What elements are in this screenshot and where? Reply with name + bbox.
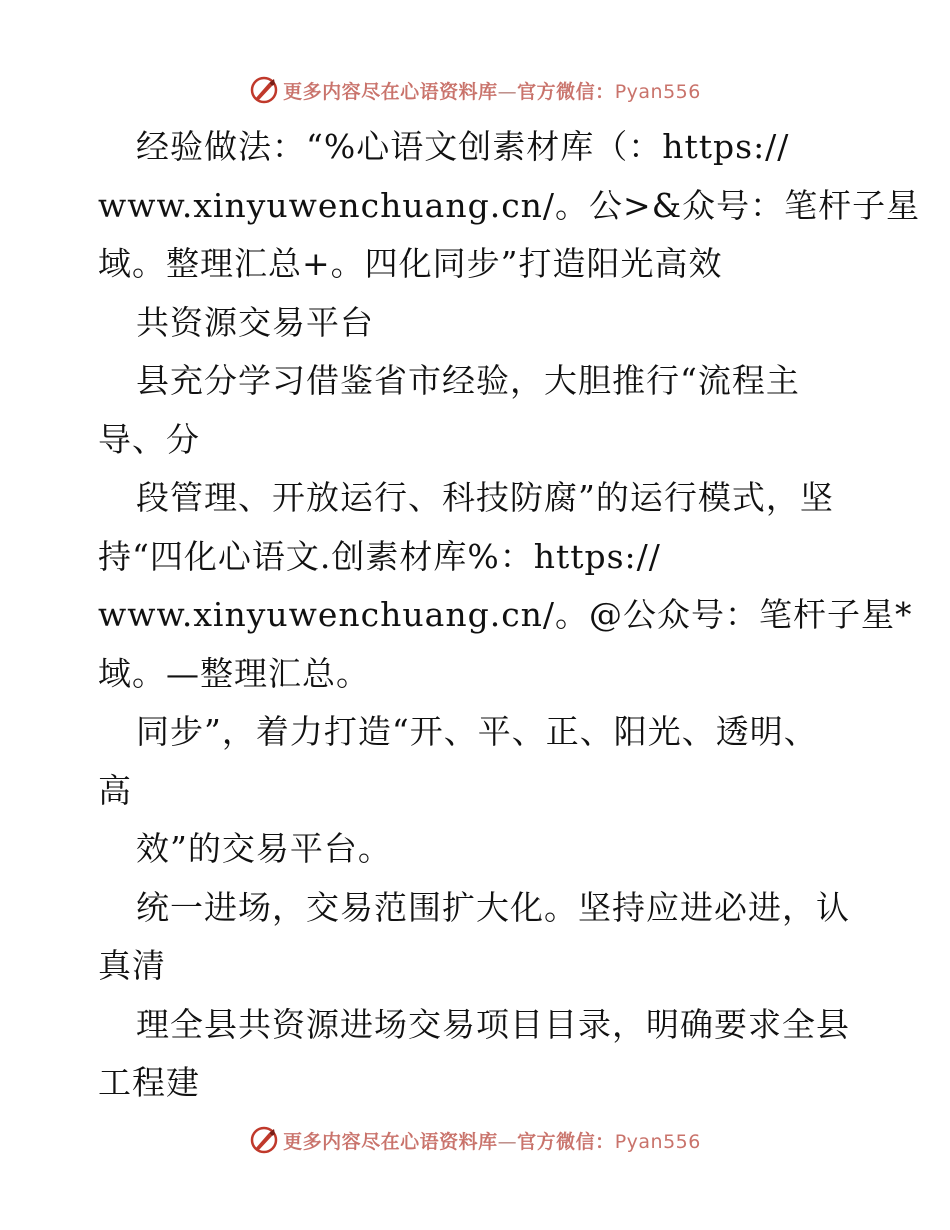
text-line: 经验做法：“%心语文创素材库（：https:// (136, 127, 790, 166)
text-line: 共资源交易平台 (136, 302, 374, 342)
quill-pen-circle-icon (249, 1125, 279, 1155)
text-line: 工程建 (98, 1063, 200, 1102)
text-line: www.xinyuwenchuang.cn/。@公众号：笔杆子星* (98, 595, 913, 634)
text-line: 高 (98, 770, 132, 810)
banner-main: 更多内容尽在心语资料库 (283, 80, 498, 103)
text-line: 县充分学习借鉴省市经验，大胆推行“流程主 (136, 361, 800, 400)
text-line: 真清 (98, 946, 166, 985)
text-line: 域。—整理汇总。 (98, 653, 370, 693)
banner-text (283, 1127, 701, 1154)
text-line: 段管理、开放运行、科技防腐”的运行模式，坚 (136, 478, 834, 517)
header-banner (0, 70, 950, 110)
text-line: 统一进场，交易范围扩大化。坚持应进必进，认 (136, 887, 850, 927)
text-line: 导、分 (98, 419, 200, 459)
text-line: 域。整理汇总+。四化同步”打造阳光高效 (98, 244, 723, 283)
banner-wechat-label: 官方微信： (517, 1130, 615, 1153)
banner-handle: Pyan556 (614, 80, 701, 103)
text-line: 持“四化心语文.创素材库%：https:// (98, 536, 661, 576)
quill-pen-circle-icon (249, 75, 279, 105)
banner-separator: — (497, 80, 518, 103)
text-line: 效”的交易平台。 (136, 829, 392, 868)
banner-separator: — (497, 1130, 518, 1153)
text-line: 同步”，着力打造“开、平、正、阳光、透明、 (136, 712, 818, 751)
document-body (98, 118, 921, 1113)
text-line: www.xinyuwenchuang.cn/。公>&众号：笔杆子星 (98, 185, 921, 225)
banner-text (283, 77, 701, 104)
banner-main: 更多内容尽在心语资料库 (283, 1130, 498, 1153)
footer-banner (0, 1120, 950, 1160)
text-line: 理全县共资源进场交易项目目录，明确要求全县 (136, 1004, 850, 1044)
banner-wechat-label: 官方微信： (517, 80, 615, 103)
banner-handle: Pyan556 (614, 1130, 701, 1153)
